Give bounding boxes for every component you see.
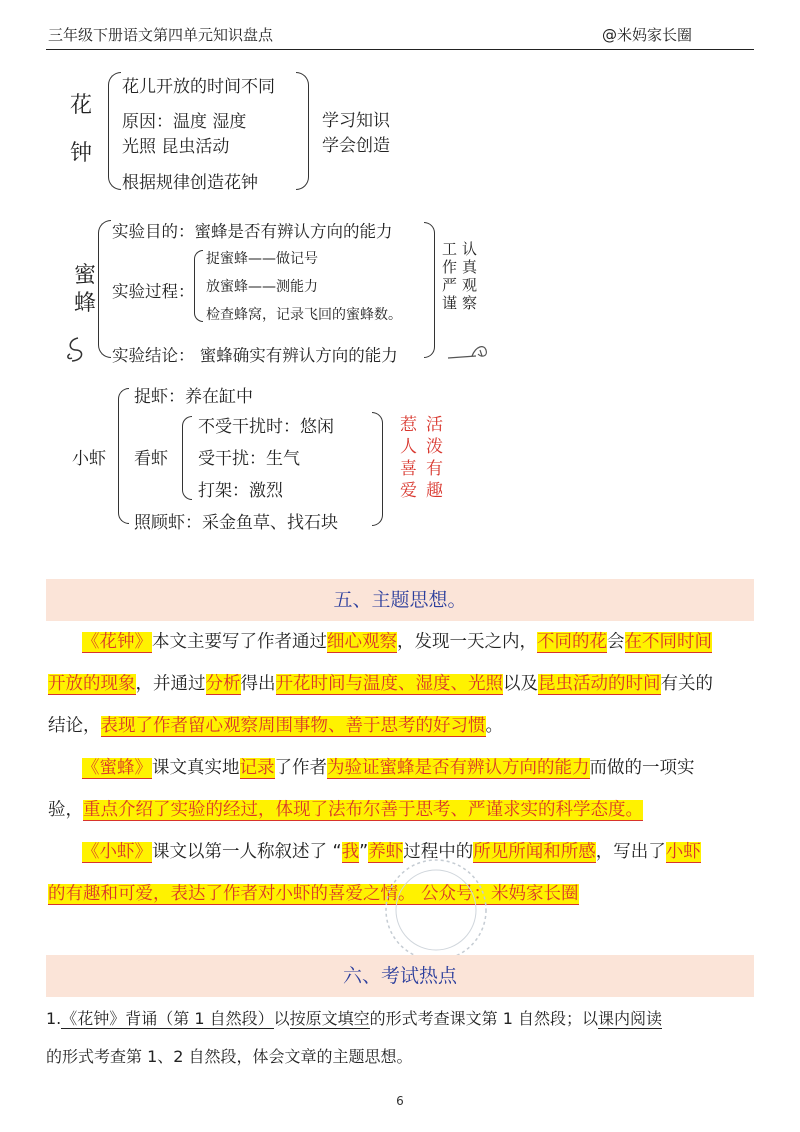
xiaoxia-title: 小虾 (72, 449, 106, 469)
xiaoxia-left-brace (118, 388, 129, 524)
mifeng-right-brace (424, 222, 435, 358)
huazhong-title-char1: 花 (70, 93, 93, 118)
mifeng-step: 检查蜂窝，记录飞回的蜜蜂数。 (206, 307, 402, 323)
page-number: 6 (396, 1094, 404, 1108)
xiaoxia-right-brace (372, 412, 383, 526)
xiaoxia-watch-item: 打架：激烈 (198, 481, 283, 501)
xiaoxia-catch: 捉虾：养在缸中 (134, 387, 253, 407)
mifeng-step: 捉蜜蜂——做记号 (206, 251, 318, 267)
header-divider (46, 49, 754, 50)
header-account: @米妈家长圈 (602, 26, 693, 44)
mifeng-process-brace (194, 250, 203, 322)
mifeng-trait-col1: 工 作 严 谨 (442, 240, 458, 312)
flourish-doodle-icon (446, 342, 492, 362)
mifeng-left-brace (98, 220, 111, 358)
xiaoxia-watch-label: 看虾 (134, 449, 168, 469)
huazhong-item: 花儿开放的时间不同 (122, 77, 275, 97)
section5-paragraph-huazhong: 《花钟》本文主要写了作者通过细心观察，发现一天之内，不同的花会在不同时间 开放的现象，并通过分析得出开花时间与温度、湿度、光照以及昆虫活动的时间有关的 结论，表现了作者留心观察周围事物、善于思考的好习惯。 (48, 632, 713, 736)
xiaoxia-watch-brace (182, 416, 192, 500)
xiaoxia-care: 照顾虾：采金鱼草、找石块 (134, 513, 338, 533)
mifeng-process-label: 实验过程： (112, 282, 195, 301)
mifeng-purpose: 实验目的：蜜蜂是否有辨认方向的能力 (112, 222, 393, 241)
mifeng-conclusion: 实验结论： 蜜蜂确实有辨认方向的能力 (112, 346, 398, 365)
section6-item-1-cont: 的形式考查第 1、2 自然段，体会文章的主题思想。 (46, 1047, 413, 1066)
huazhong-item: 根据规律创造花钟 (122, 173, 258, 193)
huazhong-right-brace (296, 72, 309, 190)
mifeng-title-char2: 蜂 (74, 291, 97, 316)
xiaoxia-red-col1: 惹 人 喜 爱 (400, 415, 417, 501)
section5-heading: 五、主题思想。 (46, 579, 754, 621)
huazhong-title-char2: 钟 (70, 141, 93, 166)
huazhong-left-brace (108, 72, 121, 190)
section6-heading: 六、考试热点 (46, 955, 754, 997)
mifeng-title-char1: 蜜 (74, 263, 97, 288)
mifeng-step: 放蜜蜂——测能力 (206, 279, 318, 295)
section5-paragraph-mifeng: 《蜜蜂》课文真实地记录了作者为验证蜜蜂是否有辨认方向的能力而做的一项实 验，重点介绍了实验的经过，体现了法布尔善于思考、严谨求实的科学态度。 (48, 758, 695, 820)
xiaoxia-red-col2: 活 泼 有 趣 (426, 415, 443, 501)
xiaoxia-watch-item: 受干扰：生气 (198, 449, 300, 469)
huazhong-result: 学习知识 (322, 111, 390, 131)
huazhong-result: 学会创造 (322, 136, 390, 156)
mifeng-trait-col2: 认 真 观 察 (462, 240, 478, 312)
bee-doodle-icon (62, 334, 92, 364)
huazhong-item: 原因：温度 湿度 (122, 112, 247, 132)
xiaoxia-watch-item: 不受干扰时：悠闲 (198, 417, 334, 437)
huazhong-item: 光照 昆虫活动 (122, 137, 230, 157)
document-title: 三年级下册语文第四单元知识盘点 (48, 26, 274, 44)
watermark-stamp-icon (372, 850, 502, 970)
section5-paragraph-xiaoxia: 《小虾》课文以第一人称叙述了 “我”养虾过程中的所见所闻和所感，写出了小虾 的有趣和可爱，表达了作者对小虾的喜爱之情。 公众号：米妈家长圈 (48, 842, 701, 904)
section6-item-1: 1.《花钟》背诵（第 1 自然段）以按原文填空的形式考查课文第 1 自然段；以课内阅读 (46, 1009, 663, 1028)
